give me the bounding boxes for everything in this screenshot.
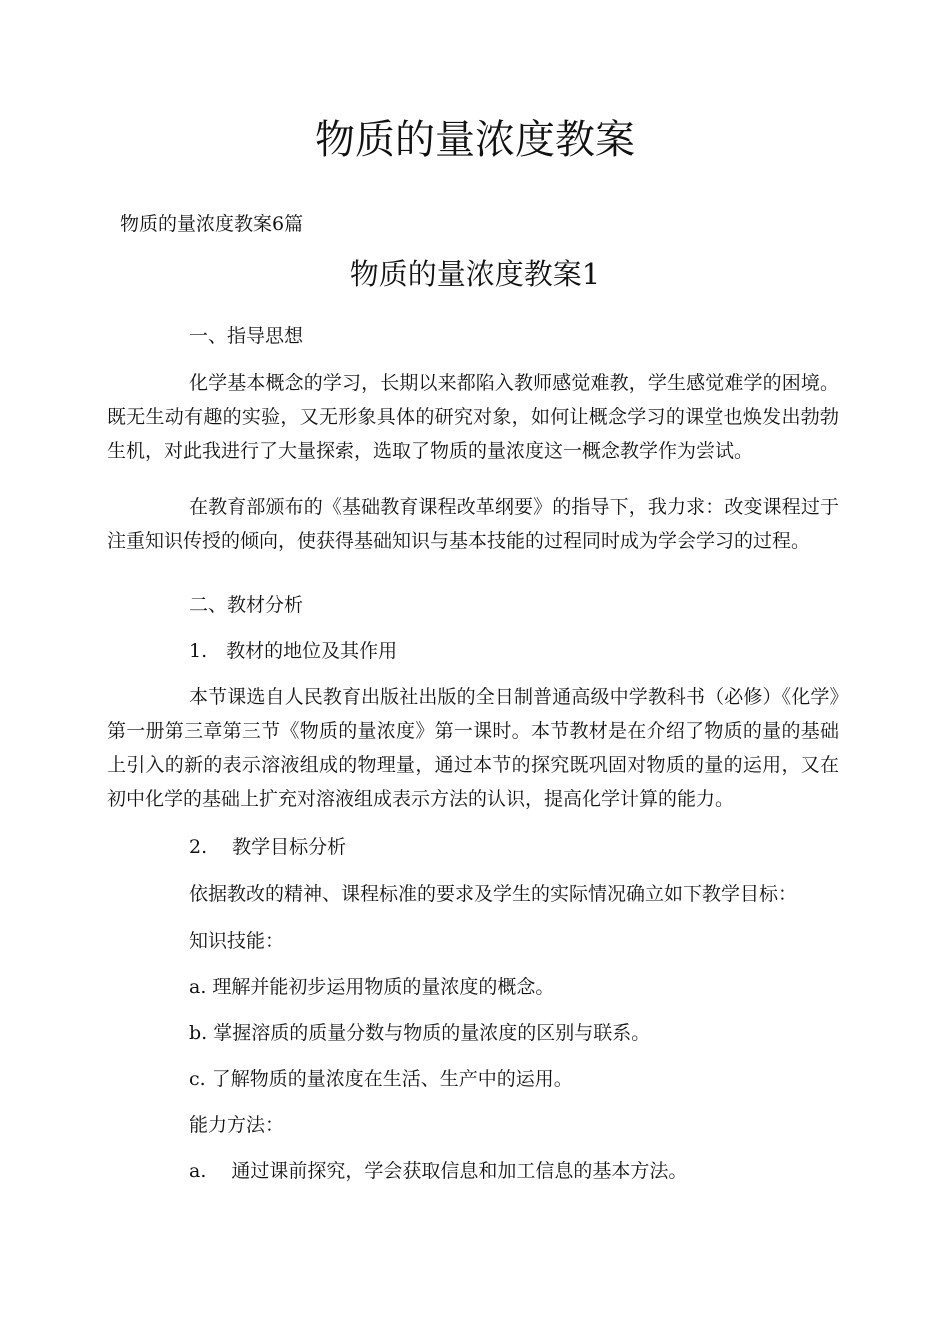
- document-title: 物质的量浓度教案: [315, 117, 635, 163]
- knowledge-item-a: a. 理解并能初步运用物质的量浓度的概念。: [189, 976, 555, 998]
- paragraph-4: 依据教改的精神、课程标准的要求及学生的实际情况确立如下教学目标：: [189, 883, 798, 905]
- document-subtitle: 物质的量浓度教案6篇: [120, 213, 304, 235]
- heading-guiding-ideology: 一、指导思想: [189, 325, 304, 347]
- subheading-teaching-goals: 2. 教学目标分析: [189, 836, 347, 858]
- knowledge-item-c: c. 了解物质的量浓度在生活、生产中的运用。: [189, 1068, 573, 1090]
- knowledge-skills-label: 知识技能：: [189, 930, 285, 952]
- ability-item-a: a. 通过课前探究，学会获取信息和加工信息的基本方法。: [189, 1160, 688, 1182]
- knowledge-item-b: b. 掌握溶质的质量分数与物质的量浓度的区别与联系。: [189, 1022, 651, 1044]
- paragraph-2: 在教育部颁布的《基础教育课程改革纲要》的指导下，我力求：改变课程过于注重知识传授的倾向，使获得基础知识与基本技能的过程同时成为学会学习的过程。: [107, 496, 839, 552]
- paragraph-3: 本节课选自人民教育出版社出版的全日制普通高级中学教科书（必修）《化学》第一册第三章第三节《物质的量浓度》第一课时。本节教材是在介绍了物质的量的基础上引入的新的表示溶液组成的物理量，通过本节的探究既巩固对物质的量的运用，又在初中化学的基础上扩充对溶液组成表示方法的认识，提高化学计算的能力。: [107, 686, 839, 810]
- paragraph-1: 化学基本概念的学习，长期以来都陷入教师感觉难教，学生感觉难学的困境。既无生动有趣的实验，又无形象具体的研究对象，如何让概念学习的课堂也焕发出勃勃生机，对此我进行了大量探索，选取了物质的量浓度这一概念教学作为尝试。: [107, 372, 839, 462]
- heading-textbook-analysis: 二、教材分析: [189, 594, 304, 616]
- section-title: 物质的量浓度教案1: [349, 257, 601, 291]
- subheading-textbook-role: 1. 教材的地位及其作用: [189, 640, 398, 662]
- ability-methods-label: 能力方法：: [189, 1114, 285, 1136]
